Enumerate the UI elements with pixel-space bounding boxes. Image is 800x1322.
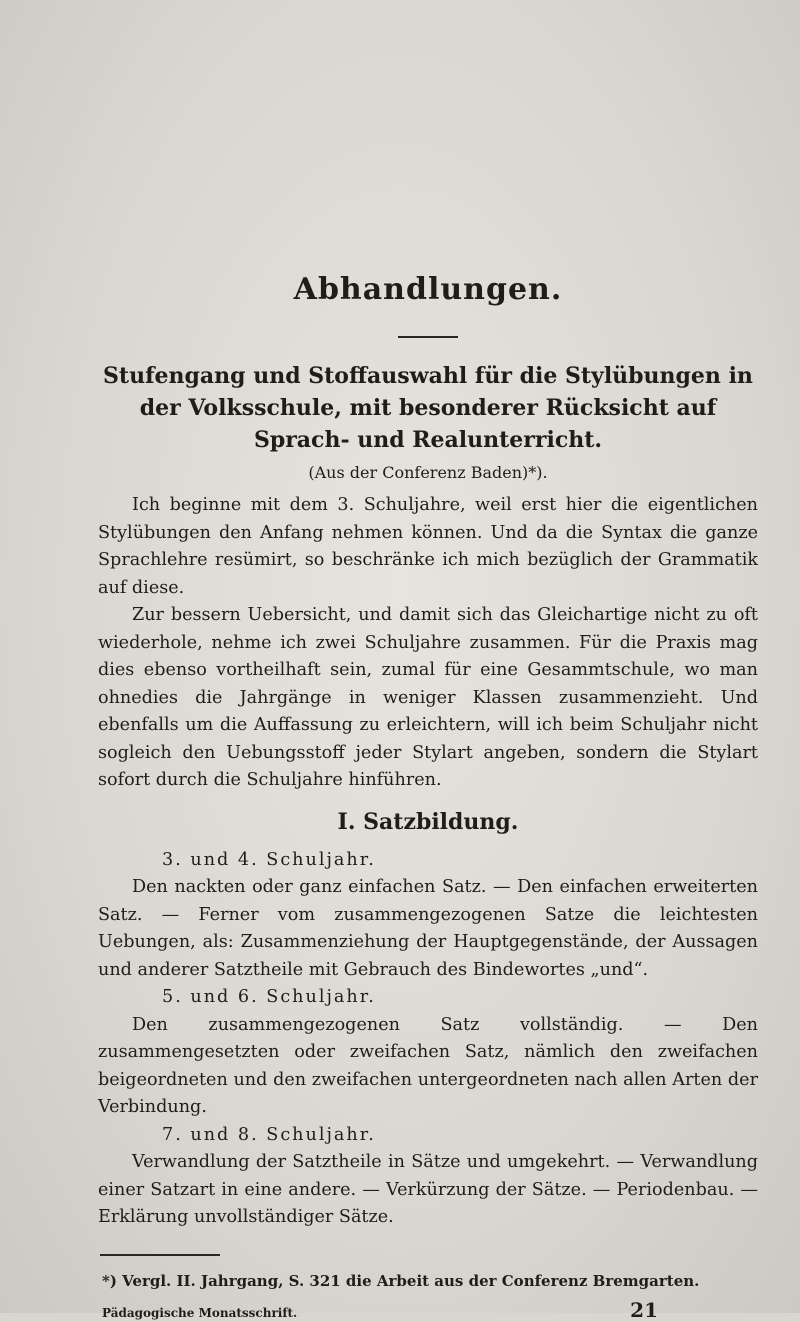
subsection-heading: I. Satzbildung. bbox=[337, 808, 519, 835]
page-number: 21 bbox=[630, 1297, 658, 1322]
intro-paragraph: Zur bessern Uebersicht, und damit sich das Gleichartige nicht zu oft wiederhole, nehme ich zwei Schuljahre zusammen. Für die Praxis mag dies ebenso vortheilhaft sein, zumal für eine Gesammtschule, wo man ohnedies die Jahrgänge in weniger Klassen zusammenzieht. Und ebenfalls um die Auffassung zu erleichtern, will ich beim Schuljahr nicht sogleich den Uebungsstoff jeder Stylart angeben, sondern die Stylart sofort durch die Schuljahre hinführen. bbox=[98, 605, 758, 790]
intro-paragraph: Ich beginne mit dem 3. Schuljahre, weil erst hier die eigentlichen Stylübungen den Anfang nehmen können. Und da die Syntax die ganze Sprachlehre resümirt, so beschränke ich mich bezüglich der Grammatik auf diese. bbox=[98, 495, 758, 598]
journal-name: Pädagogische Monatsschrift. bbox=[102, 1305, 298, 1320]
grade-heading: 7. und 8. Schuljahr. bbox=[162, 1124, 376, 1145]
footnote-divider bbox=[100, 1254, 220, 1256]
footnote: *) Vergl. II. Jahrgang, S. 321 die Arbeit aus der Conferenz Bremgarten. bbox=[102, 1271, 700, 1290]
grade-text: Den nackten oder ganz einfachen Satz. — Den einfachen erweiterten Satz. — Ferner vom zusammengezogenen Satze die leichtesten Uebungen, als: Zusammenziehung der Hauptgegenstände, der Aussagen und anderer Satztheile mit Gebrauch des Bindewortes „und“. bbox=[98, 877, 758, 980]
heading-divider bbox=[398, 336, 458, 338]
page-content bbox=[98, 270, 758, 1322]
section-heading: Abhandlungen. bbox=[293, 272, 563, 307]
grade-text: Den zusammengezogenen Satz vollständig. — Den zusammengesetzten oder zweifachen Satz, nämlich den zweifachen beigeordneten und den zweifachen untergeordneten nach allen Arten der Verbindung. bbox=[98, 1014, 758, 1117]
source-note: (Aus der Conferenz Baden)*). bbox=[308, 463, 548, 482]
page-footer bbox=[98, 1298, 758, 1322]
grade-heading: 3. und 4. Schuljahr. bbox=[162, 849, 376, 870]
grade-text: Verwandlung der Satztheile in Sätze und umgekehrt. — Verwandlung einer Satzart in eine andere. — Verkürzung der Sätze. — Periodenbau. — Erklärung unvollständiger Sätze. bbox=[98, 1152, 758, 1227]
article-title: Stufengang und Stoffauswahl für die Stylübungen in der Volksschule, mit besonderer Rücksicht auf Sprach- und Realunterricht. bbox=[103, 363, 753, 453]
grade-heading: 5. und 6. Schuljahr. bbox=[162, 987, 376, 1007]
